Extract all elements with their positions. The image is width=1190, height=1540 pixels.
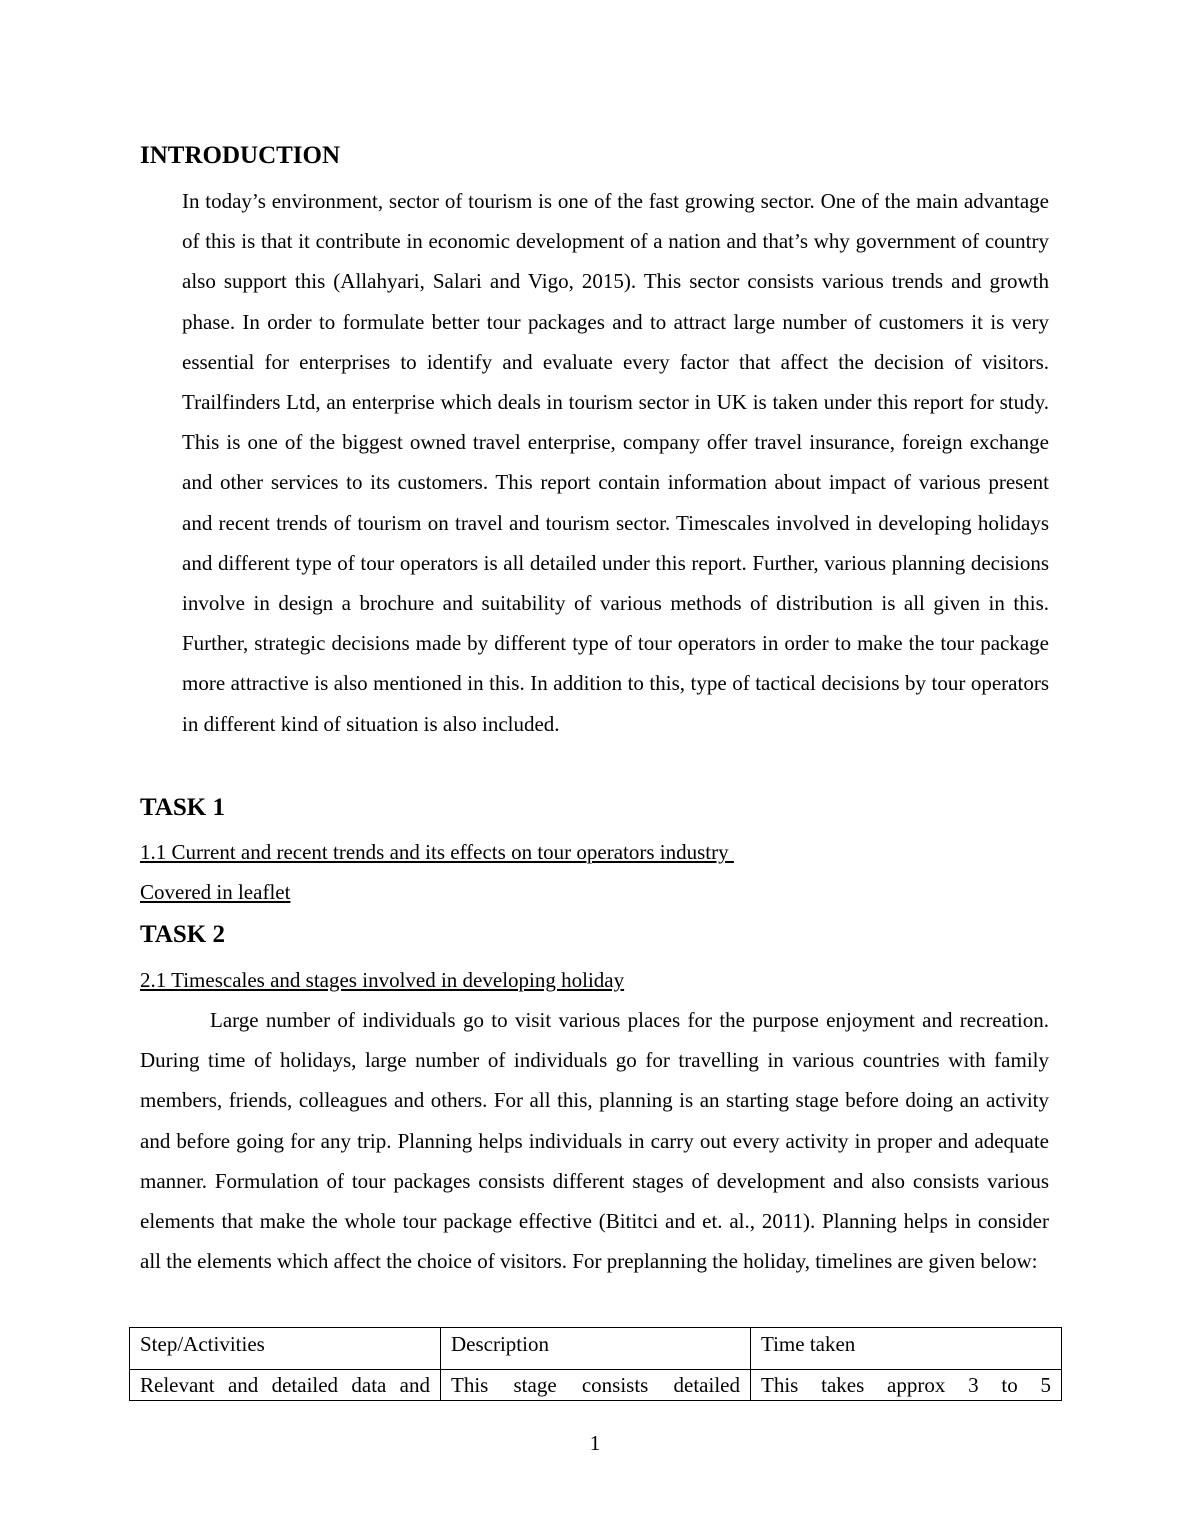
task1-note: Covered in leaflet — [140, 880, 291, 904]
introduction-heading: INTRODUCTION — [140, 142, 341, 169]
table-cell: Relevant and detailed data and — [130, 1370, 441, 1401]
table-header-cell: Time taken — [751, 1328, 1062, 1370]
table-row — [130, 1370, 1062, 1401]
task1-heading: TASK 1 — [140, 794, 225, 821]
task2-heading: TASK 2 — [140, 921, 225, 948]
table-cell: This stage consists detailed — [441, 1370, 751, 1401]
table-header-cell: Step/Activities — [130, 1328, 441, 1370]
table-header-row — [130, 1328, 1062, 1370]
table-header-cell: Description — [441, 1328, 751, 1370]
task2-subheading: 2.1 Timescales and stages involved in developing holiday — [140, 968, 625, 992]
task1-subheading: 1.1 Current and recent trends and its effects on tour operators industry — [140, 840, 734, 864]
page-number: 1 — [589, 1431, 601, 1455]
timeline-table — [129, 1327, 1062, 1401]
task2-paragraph: Large number of individuals go to visit various places for the purpose enjoyment and recreation. During time of holidays, large number of individuals go for travelling in various countries with family members, friends, colleagues and others. For all this, planning is an starting stage before doing an activity and before going for any trip. Planning helps individuals in carry out every activity in proper and adequate manner. Formulation of tour packages consists different stages of development and also consists various elements that make the whole tour package effective (Bititci and et. al., 2011). Planning helps in consider all the elements which affect the choice of visitors. For preplanning the holiday, timelines are given below: — [140, 1008, 1049, 1274]
introduction-paragraph: In today’s environment, sector of tourism is one of the fast growing sector. One of the main advantage of this is that it contribute in economic development of a nation and that’s why government of country also support this (Allahyari, Salari and Vigo, 2015). This sector consists various trends and growth phase. In order to formulate better tour packages and to attract large number of customers it is very essential for enterprises to identify and evaluate every factor that affect the decision of visitors. Trailfinders Ltd, an enterprise which deals in tourism sector in UK is taken under this report for study. This is one of the biggest owned travel enterprise, company offer travel insurance, foreign exchange and other services to its customers. This report contain information about impact of various present and recent trends of tourism on travel and tourism sector. Timescales involved in developing holidays and different type of tour operators is all detailed under this report. Further, various planning decisions involve in design a brochure and suitability of various methods of distribution is all given in this. Further, strategic decisions made by different type of tour operators in order to make the tour package more attractive is also mentioned in this. In addition to this, type of tactical decisions by tour operators in different kind of situation is also included. — [182, 189, 1049, 736]
table-cell: This takes approx 3 to 5 — [751, 1370, 1062, 1401]
